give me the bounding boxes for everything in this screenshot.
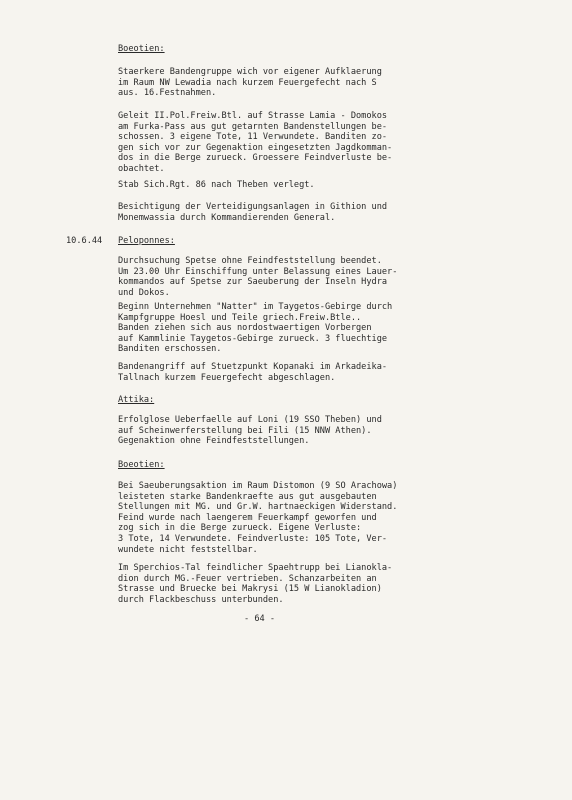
text-line: Geleit II.Pol.Freiw.Btl. auf Strasse Lamia - Domokos	[118, 111, 388, 121]
text-line: dion durch MG.-Feuer vertrieben. Schanzarbeiten an	[118, 573, 377, 584]
text-line: Monemwassia durch Kommandierenden General.	[118, 212, 336, 223]
paragraph	[118, 302, 448, 355]
text-line: Erfolglose Ueberfaelle auf Loni (19 SSO Theben) und	[118, 415, 382, 425]
text-line: Stellungen mit MG. und Gr.W. hartnaeckigen Widerstand.	[118, 502, 398, 513]
paragraph	[118, 362, 448, 383]
text-line: am Furka-Pass aus gut getarnten Bandenstellungen be-	[118, 121, 388, 132]
text-line: durch Flackbeschuss unterbunden.	[118, 594, 284, 605]
text-line: 3 Tote, 14 Verwundete. Feindverluste: 105 Tote, Ver-	[118, 533, 388, 544]
text-line: Besichtigung der Verteidigungsanlagen in Githion und	[118, 202, 388, 212]
paragraph	[118, 256, 448, 298]
text-line: Um 23.00 Uhr Einschiffung unter Belassung eines Lauer-	[118, 266, 398, 277]
paragraph	[118, 563, 448, 605]
text-line: Durchsuchung Spetse ohne Feindfeststellung beendet.	[118, 256, 382, 266]
paragraph	[118, 415, 448, 447]
text-line: Stab Sich.Rgt. 86 nach Theben verlegt.	[118, 180, 315, 190]
text-line: obachtet.	[118, 163, 165, 174]
text-line: kommandos auf Spetse zur Saeuberung der Inseln Hydra	[118, 277, 388, 288]
paragraph	[118, 67, 448, 99]
text-line: auf Scheinwerferstellung bei Fili (15 NNW Athen).	[118, 425, 372, 436]
text-line: Banditen erschossen.	[118, 344, 222, 355]
text-line: Staerkere Bandengruppe wich vor eigener Aufklaerung	[118, 67, 382, 77]
text-line: dos in die Berge zurueck. Groessere Feindverluste be-	[118, 153, 393, 164]
text-line: wundete nicht feststellbar.	[118, 544, 258, 555]
paragraph	[118, 202, 448, 223]
paragraph	[118, 180, 448, 191]
text-line: leisteten starke Bandenkraefte aus gut ausgebauten	[118, 491, 377, 502]
text-line: Gegenaktion ohne Feindfeststellungen.	[118, 436, 310, 447]
text-line: Bei Saeuberungsaktion im Raum Distomon (9 SO Arachowa)	[118, 481, 398, 491]
text-line: Im Sperchios-Tal feindlicher Spaehtrupp bei Lianokla-	[118, 563, 393, 573]
text-line: Bandenangriff auf Stuetzpunkt Kopanaki im Arkadeika-	[118, 362, 388, 372]
text-line: und Dokos.	[118, 287, 170, 298]
text-line: Beginn Unternehmen "Natter" im Taygetos-Gebirge durch	[118, 302, 393, 312]
text-line: schossen. 3 eigene Tote, 11 Verwundete. Banditen zo-	[118, 132, 388, 143]
section-heading-boeotien: Boeotien:	[118, 44, 165, 54]
section-heading-attika: Attika:	[118, 395, 155, 405]
paragraph	[118, 481, 448, 555]
text-line: Feind wurde nach laengerem Feuerkampf geworfen und	[118, 512, 377, 523]
text-line: im Raum NW Lewadia nach kurzem Feuergefecht nach S	[118, 77, 377, 88]
text-line: Tallnach kurzem Feuergefecht abgeschlagen.	[118, 372, 336, 383]
text-line: Kampfgruppe Hoesl und Teile griech.Freiw.Btle..	[118, 312, 362, 323]
text-line: zog sich in die Berge zurueck. Eigene Verluste:	[118, 523, 362, 534]
text-line: aus. 16.Festnahmen.	[118, 88, 217, 99]
paragraph	[118, 111, 448, 175]
text-line: Strasse und Bruecke bei Makrysi (15 W Lianokladion)	[118, 584, 382, 595]
section-heading-boeotien-2: Boeotien:	[118, 460, 165, 470]
page-number: - 64 -	[244, 614, 276, 624]
section-heading-peloponnes: Peloponnes:	[118, 236, 175, 246]
text-line: gen sich vor zur Gegenaktion eingesetzten Jagdkomman-	[118, 142, 393, 153]
text-line: auf Kammlinie Taygetos-Gebirge zurueck. 3 fluechtige	[118, 333, 388, 344]
text-line: Banden ziehen sich aus nordostwaertigen Vorbergen	[118, 323, 372, 334]
entry-date: 10.6.44	[66, 236, 103, 246]
